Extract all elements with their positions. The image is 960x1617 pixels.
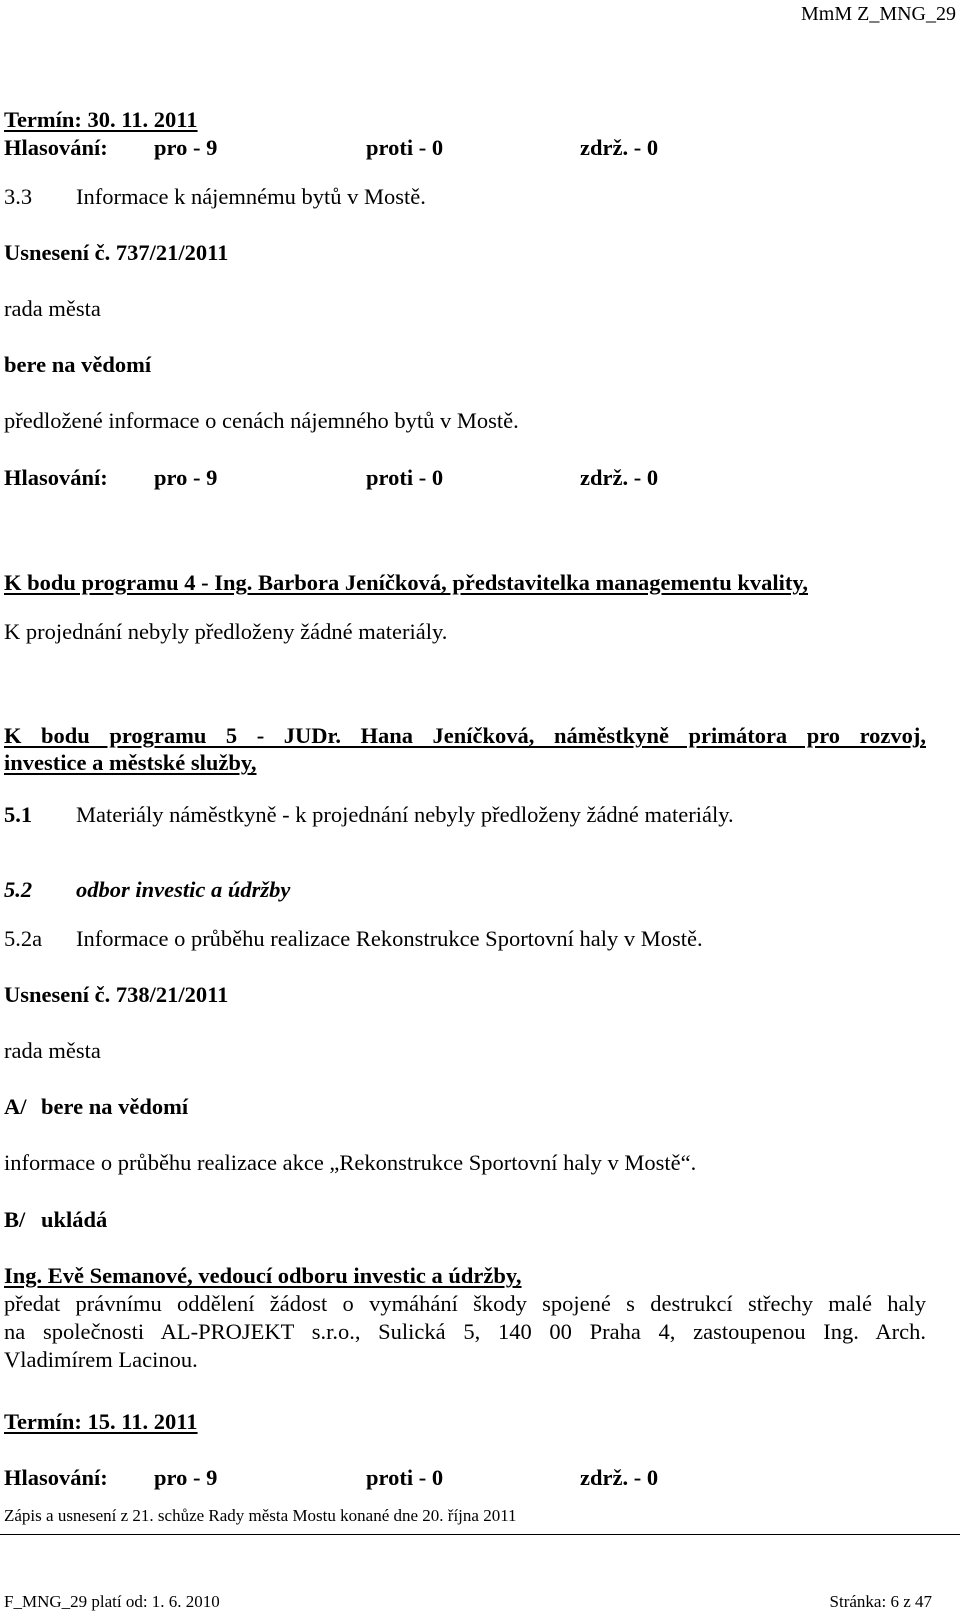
part-b-action: ukládá <box>41 1207 108 1232</box>
footer-minutes: Zápis a usnesení z 21. schůze Rady města Mostu konané dne 20. října 2011 <box>4 1506 517 1525</box>
resolution-738: Usnesení č. 738/21/2011 <box>4 982 229 1007</box>
item-title-3-3: Informace k nájemnému bytů v Mostě. <box>76 184 426 209</box>
program-4-text: K projednání nebyly předloženy žádné materiály. <box>4 619 448 644</box>
vote-proti: proti - 0 <box>366 465 444 490</box>
vote-zdrz: zdrž. - 0 <box>580 135 659 160</box>
item-number-3-3: 3.3 <box>4 184 33 209</box>
resolution-text-737: předložené informace o cenách nájemného bytů v Mostě. <box>4 408 519 433</box>
vote-row-3-2 <box>4 134 704 162</box>
assignee: Ing. Evě Semanové, vedoucí odboru investic a údržby, <box>4 1263 522 1288</box>
deadline-3-2: Termín: 30. 11. 2011 <box>4 107 198 132</box>
council-label: rada města <box>4 1038 101 1063</box>
item-text-5-1: Materiály náměstkyně - k projednání nebyly předloženy žádné materiály. <box>76 802 734 827</box>
vote-zdrz: zdrž. - 0 <box>580 1465 659 1490</box>
footer-divider <box>0 1534 960 1535</box>
vote-label: Hlasování: <box>4 465 108 490</box>
part-a-action: bere na vědomí <box>41 1094 189 1119</box>
resolution-737: Usnesení č. 737/21/2011 <box>4 240 229 265</box>
part-b-label: B/ <box>4 1207 26 1232</box>
item-title-5-2a: Informace o průběhu realizace Rekonstrukce Sportovní haly v Mostě. <box>76 926 703 951</box>
vote-pro: pro - 9 <box>154 135 218 160</box>
vote-proti: proti - 0 <box>366 1465 444 1490</box>
item-number-5-1: 5.1 <box>4 802 33 827</box>
program-5-heading <box>4 722 926 776</box>
deadline-5-2a: Termín: 15. 11. 2011 <box>4 1409 198 1434</box>
vote-pro: pro - 9 <box>154 1465 218 1490</box>
item-text-5-2: odbor investic a údržby <box>76 877 291 902</box>
action-bere-na-vedomi: bere na vědomí <box>4 352 152 377</box>
task-line-3: Vladimírem Lacinou. <box>4 1347 198 1372</box>
program-5-heading-line2: investice a městské služby, <box>4 750 257 775</box>
item-number-5-2a: 5.2a <box>4 926 43 951</box>
footer-form-code: F_MNG_29 platí od: 1. 6. 2010 <box>4 1592 220 1611</box>
page-number: Stránka: 6 z 47 <box>829 1592 932 1611</box>
council-label: rada města <box>4 296 101 321</box>
vote-label: Hlasování: <box>4 135 108 160</box>
part-a-label: A/ <box>4 1094 27 1119</box>
program-4-heading: K bodu programu 4 - Ing. Barbora Jeníčková, představitelka managementu kvality, <box>4 570 809 595</box>
vote-row-3-3 <box>4 464 704 492</box>
document-code: MmM Z_MNG_29 <box>800 3 956 25</box>
vote-label: Hlasování: <box>4 1465 108 1490</box>
vote-zdrz: zdrž. - 0 <box>580 465 659 490</box>
vote-pro: pro - 9 <box>154 465 218 490</box>
task-line-2: na společnosti AL-PROJEKT s.r.o., Sulická 5, 140 00 Praha 4, zastoupenou Ing. Arch. <box>4 1319 926 1344</box>
task-line-1: předat právnímu oddělení žádost o vymáhání škody spojené s destrukcí střechy malé haly <box>4 1291 926 1316</box>
part-a-text: informace o průběhu realizace akce „Rekonstrukce Sportovní haly v Mostě“. <box>4 1150 697 1175</box>
task-paragraph <box>4 1290 926 1374</box>
program-5-heading-line1: K bodu programu 5 - JUDr. Hana Jeníčková, náměstkyně primátora pro rozvoj, <box>4 723 926 748</box>
vote-row-5-2a <box>4 1464 704 1492</box>
item-number-5-2: 5.2 <box>4 877 33 902</box>
vote-proti: proti - 0 <box>366 135 444 160</box>
